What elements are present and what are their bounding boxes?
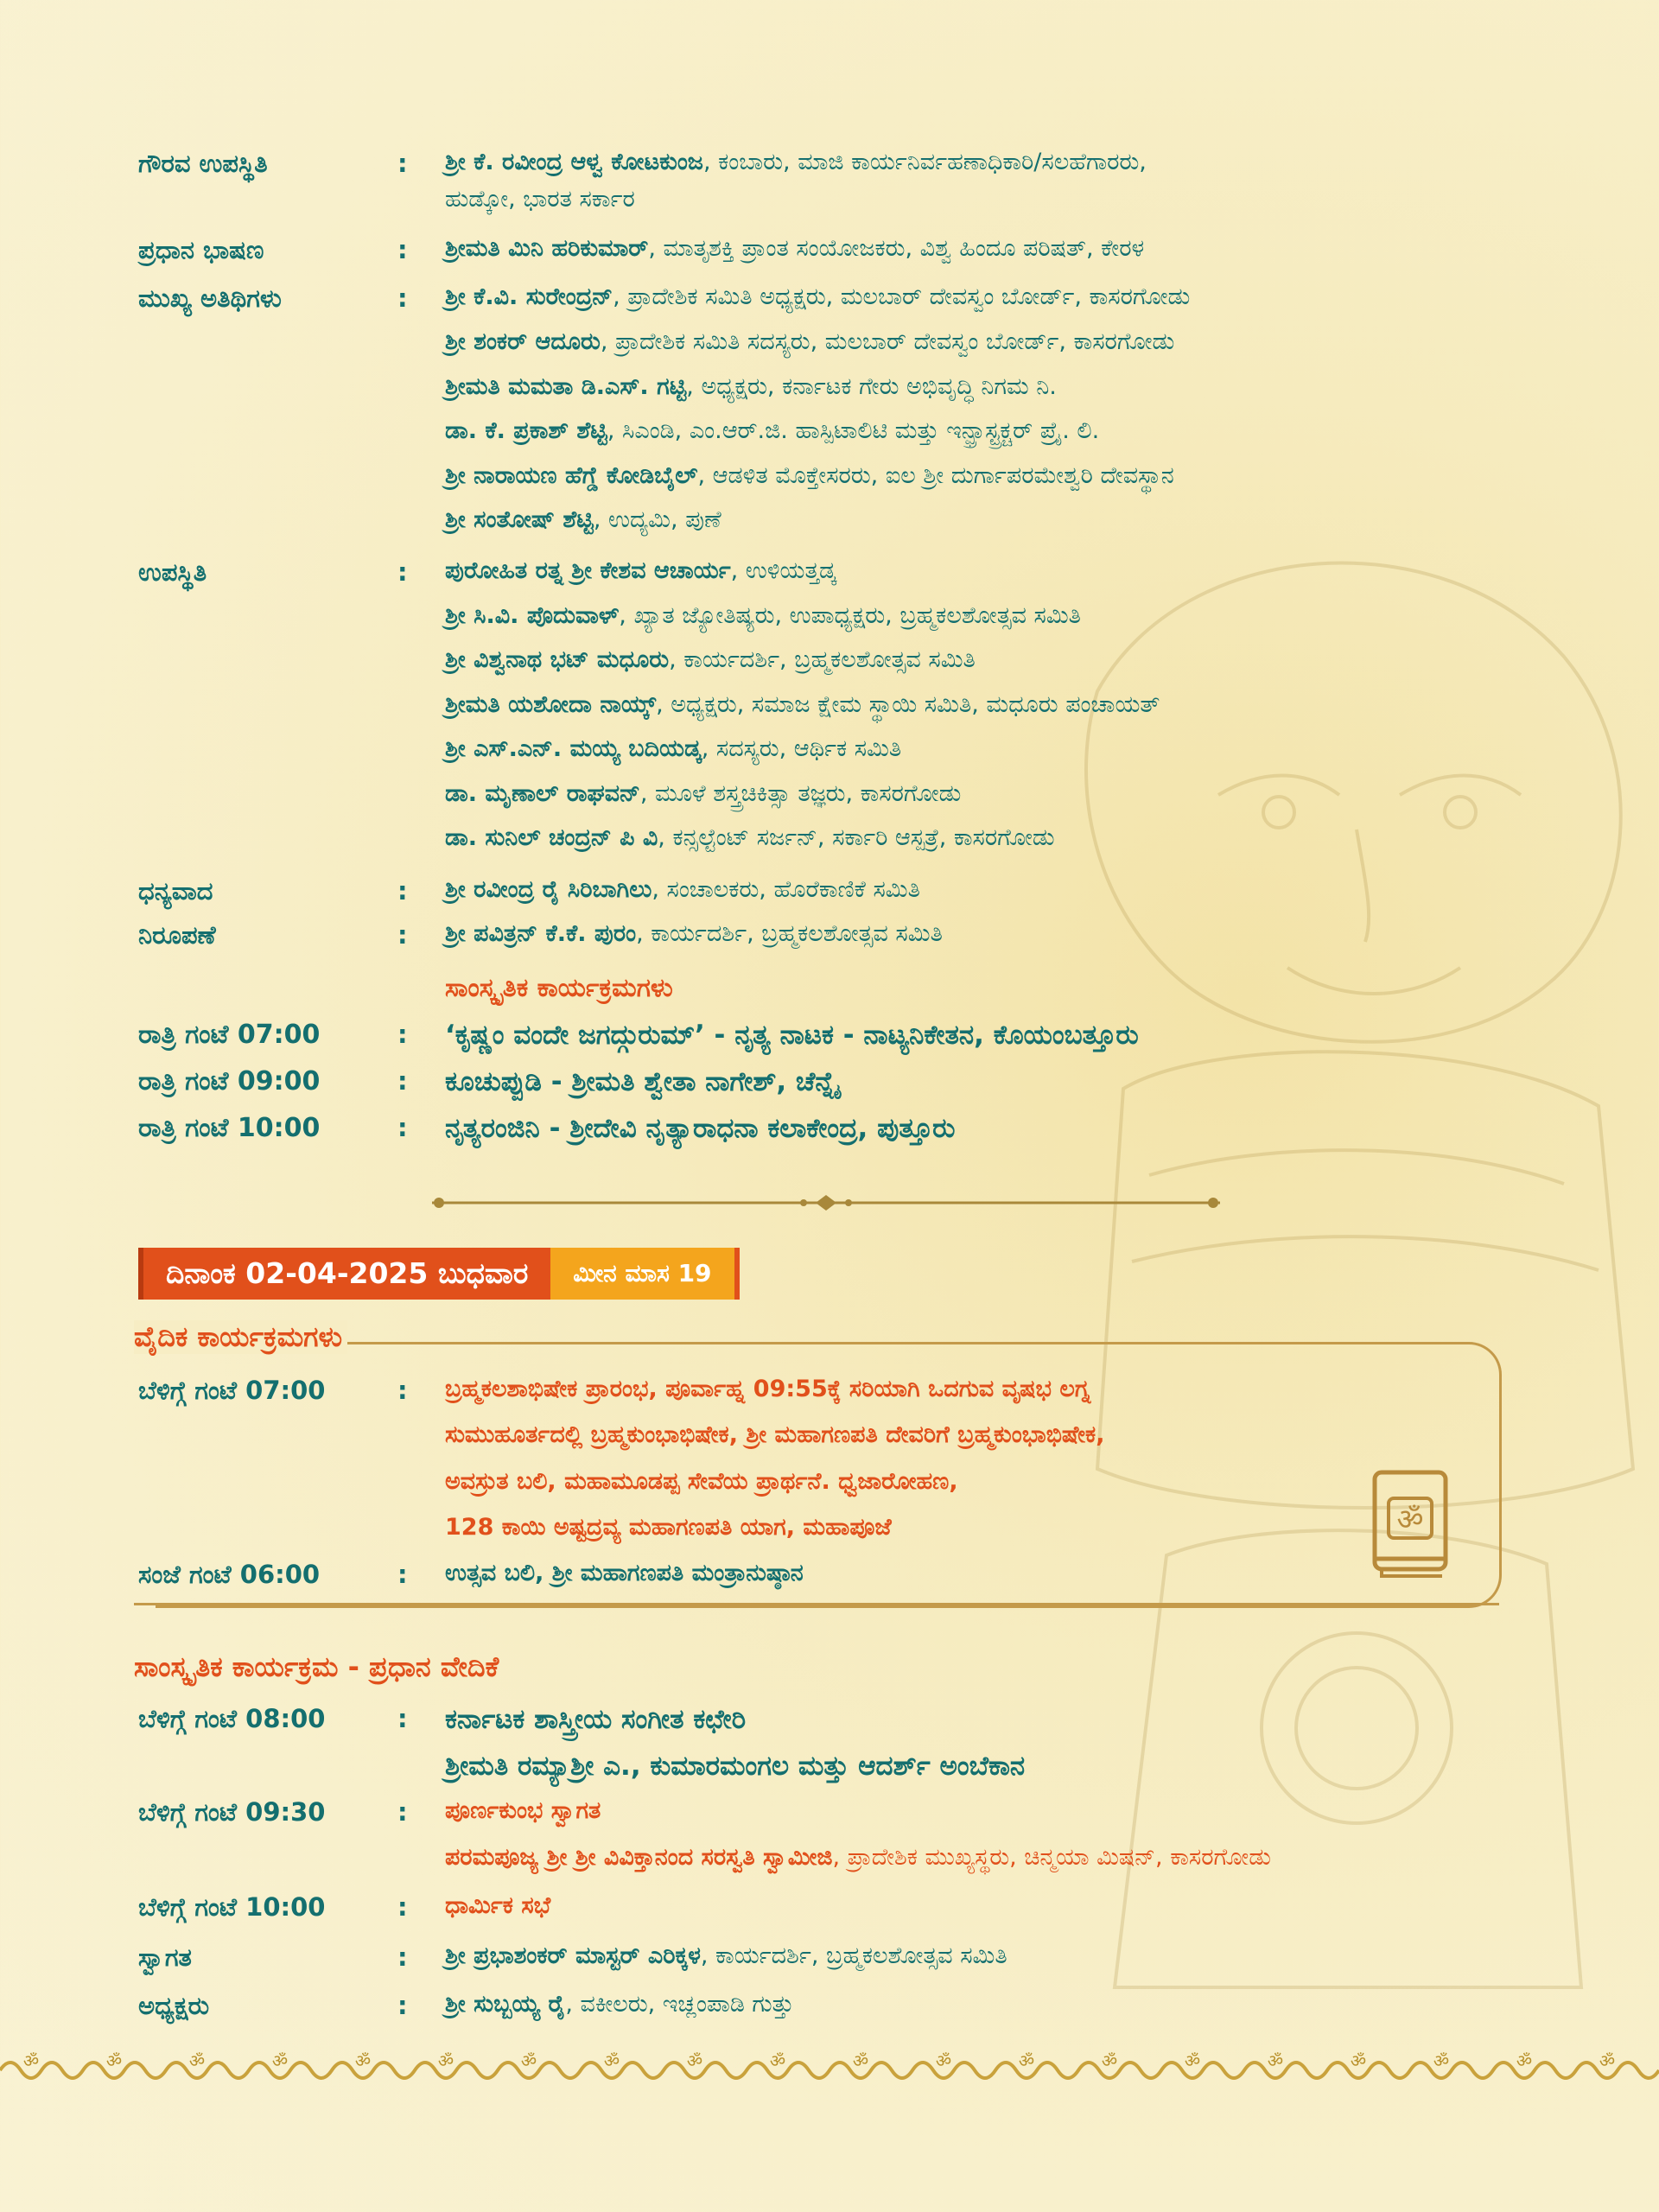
border-om-glyph: ॐ	[354, 2050, 372, 2071]
border-om-glyph: ॐ	[852, 2050, 869, 2071]
row-name: ಡಾ. ಕೆ. ಪ್ರಕಾಶ್ ಶೆಟ್ಟಿ	[445, 417, 607, 444]
row-detail: , ಕಾರ್ಯದರ್ಶಿ, ಬ್ರಹ್ಮಕಲಶೋತ್ಸವ ಸಮಿತಿ	[636, 920, 943, 947]
row-colon: :	[397, 1113, 408, 1142]
row-text	[445, 1942, 1007, 1970]
row-name: ಶ್ರೀ ಕೆ. ರವೀಂದ್ರ ಆಳ್ವ ಕೋಟಕುಂಜ	[445, 149, 703, 175]
row-text	[445, 691, 1160, 719]
row-name: ಶ್ರೀಮತಿ ಮಿನಿ ಹರಿಕುಮಾರ್	[445, 235, 649, 262]
row-detail: , ಪ್ರಾದೇಶಿಕ ಸಮಿತಿ ಸದಸ್ಯರು, ಮಲಬಾರ್ ದೇವಸ್ವಂ ಬೋರ್ಡ್, ಕಾಸರಗೋಡು	[600, 328, 1175, 355]
program-row	[0, 283, 1659, 325]
cultural-row	[0, 1113, 1659, 1154]
row-label: ನಿರೂಪಣೆ	[138, 920, 216, 950]
row-name: ಶ್ರೀ ವಿಶ್ವನಾಥ ಭಟ್ ಮಧೂರು	[445, 646, 670, 673]
date-label: ದಿನಾಂಕ 02-04-2025 ಬುಧವಾರ	[138, 1248, 550, 1300]
row-text: ಅವಸ್ರುತ ಬಲಿ, ಮಹಾಮೂಡಪ್ಪ ಸೇವೆಯ ಪ್ರಾರ್ಥನೆ. ಧ್ವಜಾರೋಹಣ,	[445, 1468, 958, 1495]
row-text: ‘ಕೃಷ್ಣಂ ವಂದೇ ಜಗದ್ಗುರುಮ್’ - ನೃತ್ಯ ನಾಟಕ - ನಾಟ್ಯನಿಕೇತನ, ಕೊಯಂಬತ್ತೂರು	[445, 1020, 1139, 1051]
border-om-glyph: ॐ	[1018, 2050, 1035, 2071]
row-detail: , ಅಧ್ಯಕ್ಷರು, ಕರ್ನಾಟಕ ಗೇರು ಅಭಿವೃದ್ಧಿ ನಿಗಮ ನಿ.	[686, 373, 1057, 400]
row-detail: , ಉದ್ಯಮಿ, ಪುಣೆ	[593, 506, 721, 533]
date-banner	[138, 1248, 740, 1300]
border-om-glyph: ॐ	[1101, 2050, 1118, 2071]
row-detail: ಹುಡ್ಕೋ, ಭಾರತ ಸರ್ಕಾರ	[445, 186, 635, 213]
program-row	[0, 824, 1659, 866]
row-text	[445, 920, 943, 948]
row-text	[445, 1797, 601, 1825]
border-om-glyph: ॐ	[1350, 2050, 1367, 2071]
cultural-stage-heading: ಸಾಂಸ್ಕೃತಿಕ ಕಾರ್ಯಕ್ರಮ - ಪ್ರಧಾನ ವೇದಿಕೆ	[134, 1650, 499, 1683]
row-text	[445, 1844, 1271, 1872]
cultural-stage-row	[0, 1991, 1659, 2032]
row-colon: :	[397, 1560, 408, 1589]
row-text	[445, 557, 836, 585]
row-text	[445, 235, 1144, 263]
row-text: ಬ್ರಹ್ಮಕಲಶಾಭಿಷೇಕ ಪ್ರಾರಂಭ, ಪೂರ್ವಾಹ್ನ 09:55ಕ್ಕೆ ಸರಿಯಾಗಿ ಒದಗುವ ವೃಷಭ ಲಗ್ನ	[445, 1376, 1091, 1402]
border-om-glyph: ॐ	[105, 2050, 123, 2071]
program-row	[0, 462, 1659, 504]
row-colon: :	[397, 283, 408, 313]
row-text	[445, 373, 1057, 401]
month-label: ಮೀನ ಮಾಸ 19	[550, 1248, 739, 1300]
row-name: ಪೂರ್ಣಕುಂಭ ಸ್ವಾಗತ	[445, 1797, 601, 1824]
vedic-row	[0, 1421, 1659, 1463]
row-detail: , ಮಾತೃಶಕ್ತಿ ಪ್ರಾಂತ ಸಂಯೋಜಕರು, ವಿಶ್ವ ಹಿಂದೂ ಪರಿಷತ್, ಕೇರಳ	[648, 235, 1145, 262]
row-name: ಧಾರ್ಮಿಕ ಸಭೆ	[445, 1892, 551, 1919]
row-text	[445, 1751, 1025, 1783]
row-label: ಬೆಳಿಗ್ಗೆ ಗಂಟೆ 09:30	[138, 1797, 326, 1827]
row-colon: :	[397, 1066, 408, 1096]
row-name: ಡಾ. ಸುನಿಲ್ ಚಂದ್ರನ್ ಪಿ ವಿ	[445, 824, 658, 851]
row-detail: , ಸಿಎಂಡಿ, ಎಂ.ಆರ್.ಜಿ. ಹಾಸ್ಪಿಟಾಲಿಟಿ ಮತ್ತು ಇನ್ಫ್ರಾಸ್ಟ್ರಕ್ಚರ್ ಪ್ರೈ. ಲಿ.	[607, 417, 1100, 444]
row-colon: :	[397, 1020, 408, 1049]
border-om-glyph: ॐ	[1516, 2050, 1533, 2071]
row-text	[445, 602, 1081, 630]
row-text: 128 ಕಾಯಿ ಅಷ್ಟದ್ರವ್ಯ ಮಹಾಗಣಪತಿ ಯಾಗ, ಮಹಾಪೂಜೆ	[445, 1514, 892, 1541]
row-name: ಶ್ರೀ ಶಂಕರ್ ಆದೂರು	[445, 328, 601, 355]
row-colon: :	[397, 1942, 408, 1972]
program-row	[0, 691, 1659, 733]
row-name: ಶ್ರೀಮತಿ ಮಮತಾ ಡಿ.ಎಸ್. ಗಟ್ಟಿ	[445, 373, 687, 400]
row-colon: :	[397, 235, 408, 264]
border-om-glyph: ॐ	[22, 2050, 40, 2071]
border-om-glyph: ॐ	[935, 2050, 952, 2071]
program-row	[0, 557, 1659, 599]
row-detail: , ಅಧ್ಯಕ್ಷರು, ಸಮಾಜ ಕ್ಷೇಮ ಸ್ಥಾಯಿ ಸಮಿತಿ, ಮಧೂರು ಪಂಚಾಯತ್	[656, 691, 1160, 718]
row-name: ಶ್ರೀಮತಿ ಯಶೋದಾ ನಾಯ್ಕ್	[445, 691, 657, 718]
row-detail: , ಕಾರ್ಯದರ್ಶಿ, ಬ್ರಹ್ಮಕಲಶೋತ್ಸವ ಸಮಿತಿ	[669, 646, 976, 673]
row-text: ಉತ್ಸವ ಬಲಿ, ಶ್ರೀ ಮಹಾಗಣಪತಿ ಮಂತ್ರಾನುಷ್ಠಾನ	[445, 1560, 804, 1586]
row-detail: , ವಕೀಲರು, ಇಚ್ಲಂಪಾಡಿ ಗುತ್ತು	[565, 1991, 794, 2018]
border-om-glyph: ॐ	[520, 2050, 537, 2071]
row-name: ಶ್ರೀ ರವೀಂದ್ರ ರೈ ಸಿರಿಬಾಗಿಲು	[445, 876, 652, 903]
book-om-icon	[1370, 1469, 1452, 1580]
program-row	[0, 186, 1659, 227]
row-name: ಡಾ. ಮೃಣಾಲ್ ರಾಘವನ್	[445, 780, 640, 807]
row-label: ಧನ್ಯವಾದ	[138, 876, 213, 906]
row-detail: , ಕನ್ಸಲ್ಟೆಂಟ್ ಸರ್ಜನ್, ಸರ್ಕಾರಿ ಆಸ್ಪತ್ರೆ, ಕಾಸರಗೋಡು	[658, 824, 1055, 851]
row-name: ಶ್ರೀ ನಾರಾಯಣ ಹೆಗ್ಡೆ ಕೋಡಿಬೈಲ್	[445, 462, 698, 489]
row-colon: :	[397, 557, 408, 587]
ornament-divider	[432, 1194, 1220, 1211]
row-name: ಪುರೋಹಿತ ರತ್ನ ಶ್ರೀ ಕೇಶವ ಆಚಾರ್ಯ	[445, 557, 731, 584]
row-label: ಬೆಳಿಗ್ಗೆ ಗಂಟೆ 10:00	[138, 1892, 326, 1922]
row-detail: , ಕಂಬಾರು, ಮಾಜಿ ಕಾರ್ಯನಿರ್ವಹಣಾಧಿಕಾರಿ/ಸಲಹೆಗಾರರು,	[702, 149, 1147, 175]
row-colon: :	[397, 876, 408, 906]
border-om-glyph: ॐ	[1267, 2050, 1284, 2071]
row-label: ಗೌರವ ಉಪಸ್ಥಿತಿ	[138, 149, 268, 178]
row-label: ಪ್ರಧಾನ ಭಾಷಣ	[138, 235, 264, 264]
row-detail: , ಸಂಚಾಲಕರು, ಹೊರೆಕಾಣಿಕೆ ಸಮಿತಿ	[652, 876, 920, 903]
row-text	[445, 780, 961, 808]
program-row	[0, 876, 1659, 918]
row-detail: , ಆಡಳಿತ ಮೊಕ್ತೇಸರರು, ಐಲ ಶ್ರೀ ದುರ್ಗಾಪರಮೇಶ್ವರಿ ದೇವಸ್ಥಾನ	[697, 462, 1174, 489]
row-detail: , ಸದಸ್ಯರು, ಆರ್ಥಿಕ ಸಮಿತಿ	[701, 735, 902, 762]
row-name: ಶ್ರೀ ಸಿ.ವಿ. ಪೊದುವಾಳ್	[445, 602, 620, 629]
program-row	[0, 373, 1659, 415]
program-row	[0, 506, 1659, 548]
vedic-frame-line	[134, 1603, 1499, 1605]
border-om-glyph: ॐ	[188, 2050, 206, 2071]
row-text	[445, 462, 1174, 490]
vedic-row	[0, 1376, 1659, 1417]
row-text	[445, 149, 1147, 176]
program-row	[0, 235, 1659, 276]
border-om-glyph: ॐ	[1184, 2050, 1201, 2071]
row-colon: :	[397, 1376, 408, 1405]
cultural-row	[0, 1066, 1659, 1108]
row-name: ಶ್ರೀಮತಿ ರಮ್ಯಾಶ್ರೀ ಎ., ಕುಮಾರಮಂಗಲ ಮತ್ತು ಆದರ್ಶ್ ಅಂಬೆಕಾನ	[445, 1751, 1026, 1782]
row-name: ಶ್ರೀ ಎಸ್.ಎನ್. ಮಯ್ಯ ಬದಿಯಡ್ಕ	[445, 735, 702, 762]
row-label: ಉಪಸ್ಥಿತಿ	[138, 557, 207, 587]
row-label: ಬೆಳಿಗ್ಗೆ ಗಂಟೆ 07:00	[138, 1376, 326, 1405]
row-text	[445, 283, 1190, 311]
row-name: ಶ್ರೀ ಸುಬ್ಬಯ್ಯ ರೈ	[445, 1991, 566, 2018]
row-label: ಸ್ವಾಗತ	[138, 1942, 192, 1972]
row-text	[445, 328, 1174, 356]
row-text	[445, 646, 976, 674]
row-text: ನೃತ್ಯರಂಜಿನಿ - ಶ್ರೀದೇವಿ ನೃತ್ಯಾರಾಧನಾ ಕಲಾಕೇಂದ್ರ, ಪುತ್ತೂರು	[445, 1113, 956, 1144]
row-text	[445, 417, 1099, 445]
program-row	[0, 417, 1659, 459]
border-om-glyph: ॐ	[1433, 2050, 1450, 2071]
row-colon: :	[397, 1892, 408, 1922]
cultural-heading: ಸಾಂಸ್ಕೃತಿಕ ಕಾರ್ಯಕ್ರಮಗಳು	[445, 973, 673, 1003]
row-text	[445, 186, 635, 213]
cultural-stage-row	[0, 1844, 1659, 1885]
row-detail: , ಪ್ರಾದೇಶಿಕ ಮುಖ್ಯಸ್ಥರು, ಚಿನ್ಮಯಾ ಮಿಷನ್, ಕಾಸರಗೋಡು	[832, 1844, 1271, 1871]
row-colon: :	[397, 1797, 408, 1827]
border-om-glyph: ॐ	[686, 2050, 703, 2071]
row-label: ರಾತ್ರಿ ಗಂಟೆ 07:00	[138, 1020, 321, 1050]
cultural-stage-row	[0, 1942, 1659, 1984]
row-name: ಶ್ರೀ ಪ್ರಭಾಶಂಕರ್ ಮಾಸ್ಟರ್ ಎರಿಕ್ಕಳ	[445, 1942, 701, 1969]
border-om-glyph: ॐ	[1599, 2050, 1616, 2071]
row-name: ಶ್ರೀ ಸಂತೋಷ್ ಶೆಟ್ಟಿ	[445, 506, 594, 533]
row-text: ಸುಮುಹೂರ್ತದಲ್ಲಿ ಬ್ರಹ್ಮಕುಂಭಾಭಿಷೇಕ, ಶ್ರೀ ಮಹಾಗಣಪತಿ ದೇವರಿಗೆ ಬ್ರಹ್ಮಕುಂಭಾಭಿಷೇಕ,	[445, 1421, 1105, 1448]
border-om-glyph: ॐ	[769, 2050, 786, 2071]
program-row	[0, 735, 1659, 777]
row-label: ಮುಖ್ಯ ಅತಿಥಿಗಳು	[138, 283, 282, 313]
row-label: ಸಂಜೆ ಗಂಟೆ 06:00	[138, 1560, 321, 1589]
row-text	[445, 506, 721, 534]
row-colon: :	[397, 1991, 408, 2020]
program-row	[0, 780, 1659, 822]
program-row	[0, 920, 1659, 962]
row-detail: , ಪ್ರಾದೇಶಿಕ ಸಮಿತಿ ಅಧ್ಯಕ್ಷರು, ಮಲಬಾರ್ ದೇವಸ್ವಂ ಬೋರ್ಡ್, ಕಾಸರಗೋಡು	[613, 283, 1191, 310]
cultural-stage-row	[0, 1892, 1659, 1934]
row-detail: , ಮೂಳೆ ಶಸ್ತ್ರಚಿಕಿತ್ಸಾ ತಜ್ಞರು, ಕಾಸರಗೋಡು	[639, 780, 962, 807]
row-name: ಕರ್ನಾಟಕ ಶಾಸ್ತ್ರೀಯ ಸಂಗೀತ ಕಛೇರಿ	[445, 1704, 747, 1735]
row-detail: , ಖ್ಯಾತ ಜ್ಯೋತಿಷ್ಯರು, ಉಪಾಧ್ಯಕ್ಷರು, ಬ್ರಹ್ಮಕಲಶೋತ್ಸವ ಸಮಿತಿ	[619, 602, 1081, 629]
row-colon: :	[397, 1704, 408, 1733]
om-glyph: ॐ	[1396, 1503, 1424, 1537]
row-label: ಅಧ್ಯಕ್ಷರು	[138, 1991, 210, 2020]
row-text	[445, 1892, 550, 1920]
row-text	[445, 824, 1055, 852]
row-text: ಕೂಚುಪ್ಪುಡಿ - ಶ್ರೀಮತಿ ಶ್ವೇತಾ ನಾಗೇಶ್, ಚೆನ್ನೈ	[445, 1066, 840, 1097]
cultural-stage-row	[0, 1797, 1659, 1839]
row-detail: , ಉಳಿಯತ್ತಡ್ಕ	[730, 557, 836, 584]
border-om-glyph: ॐ	[437, 2050, 454, 2071]
row-text	[445, 735, 901, 763]
cultural-row	[0, 1020, 1659, 1061]
row-text	[445, 1991, 794, 2018]
program-row	[0, 328, 1659, 370]
row-label: ಬೆಳಿಗ್ಗೆ ಗಂಟೆ 08:00	[138, 1704, 326, 1733]
row-name: ಶ್ರೀ ಕೆ.ವಿ. ಸುರೇಂದ್ರನ್	[445, 283, 613, 310]
row-name: ಶ್ರೀ ಪವಿತ್ರನ್ ಕೆ.ಕೆ. ಪುರಂ	[445, 920, 637, 947]
border-om-glyph: ॐ	[603, 2050, 620, 2071]
border-wave	[0, 2063, 1659, 2078]
row-name: ಪರಮಪೂಜ್ಯ ಶ್ರೀ ಶ್ರೀ ವಿವಿಕ್ತಾನಂದ ಸರಸ್ವತಿ ಸ್ವಾಮೀಜಿ	[445, 1844, 833, 1871]
border-om-glyph: ॐ	[271, 2050, 289, 2071]
row-colon: :	[397, 920, 408, 950]
row-text	[445, 876, 920, 904]
row-detail: , ಕಾರ್ಯದರ್ಶಿ, ಬ್ರಹ್ಮಕಲಶೋತ್ಸವ ಸಮಿತಿ	[700, 1942, 1007, 1969]
om-border-ornament	[0, 2048, 1659, 2084]
program-row	[0, 602, 1659, 644]
row-label: ರಾತ್ರಿ ಗಂಟೆ 10:00	[138, 1113, 321, 1143]
row-label: ರಾತ್ರಿ ಗಂಟೆ 09:00	[138, 1066, 321, 1096]
program-row	[0, 149, 1659, 190]
row-colon: :	[397, 149, 408, 178]
row-text	[445, 1704, 746, 1736]
cultural-stage-row	[0, 1751, 1659, 1792]
vedic-heading: ವೈದಿಕ ಕಾರ್ಯಕ್ರಮಗಳು	[134, 1320, 347, 1354]
cultural-stage-row	[0, 1704, 1659, 1745]
program-row	[0, 646, 1659, 688]
